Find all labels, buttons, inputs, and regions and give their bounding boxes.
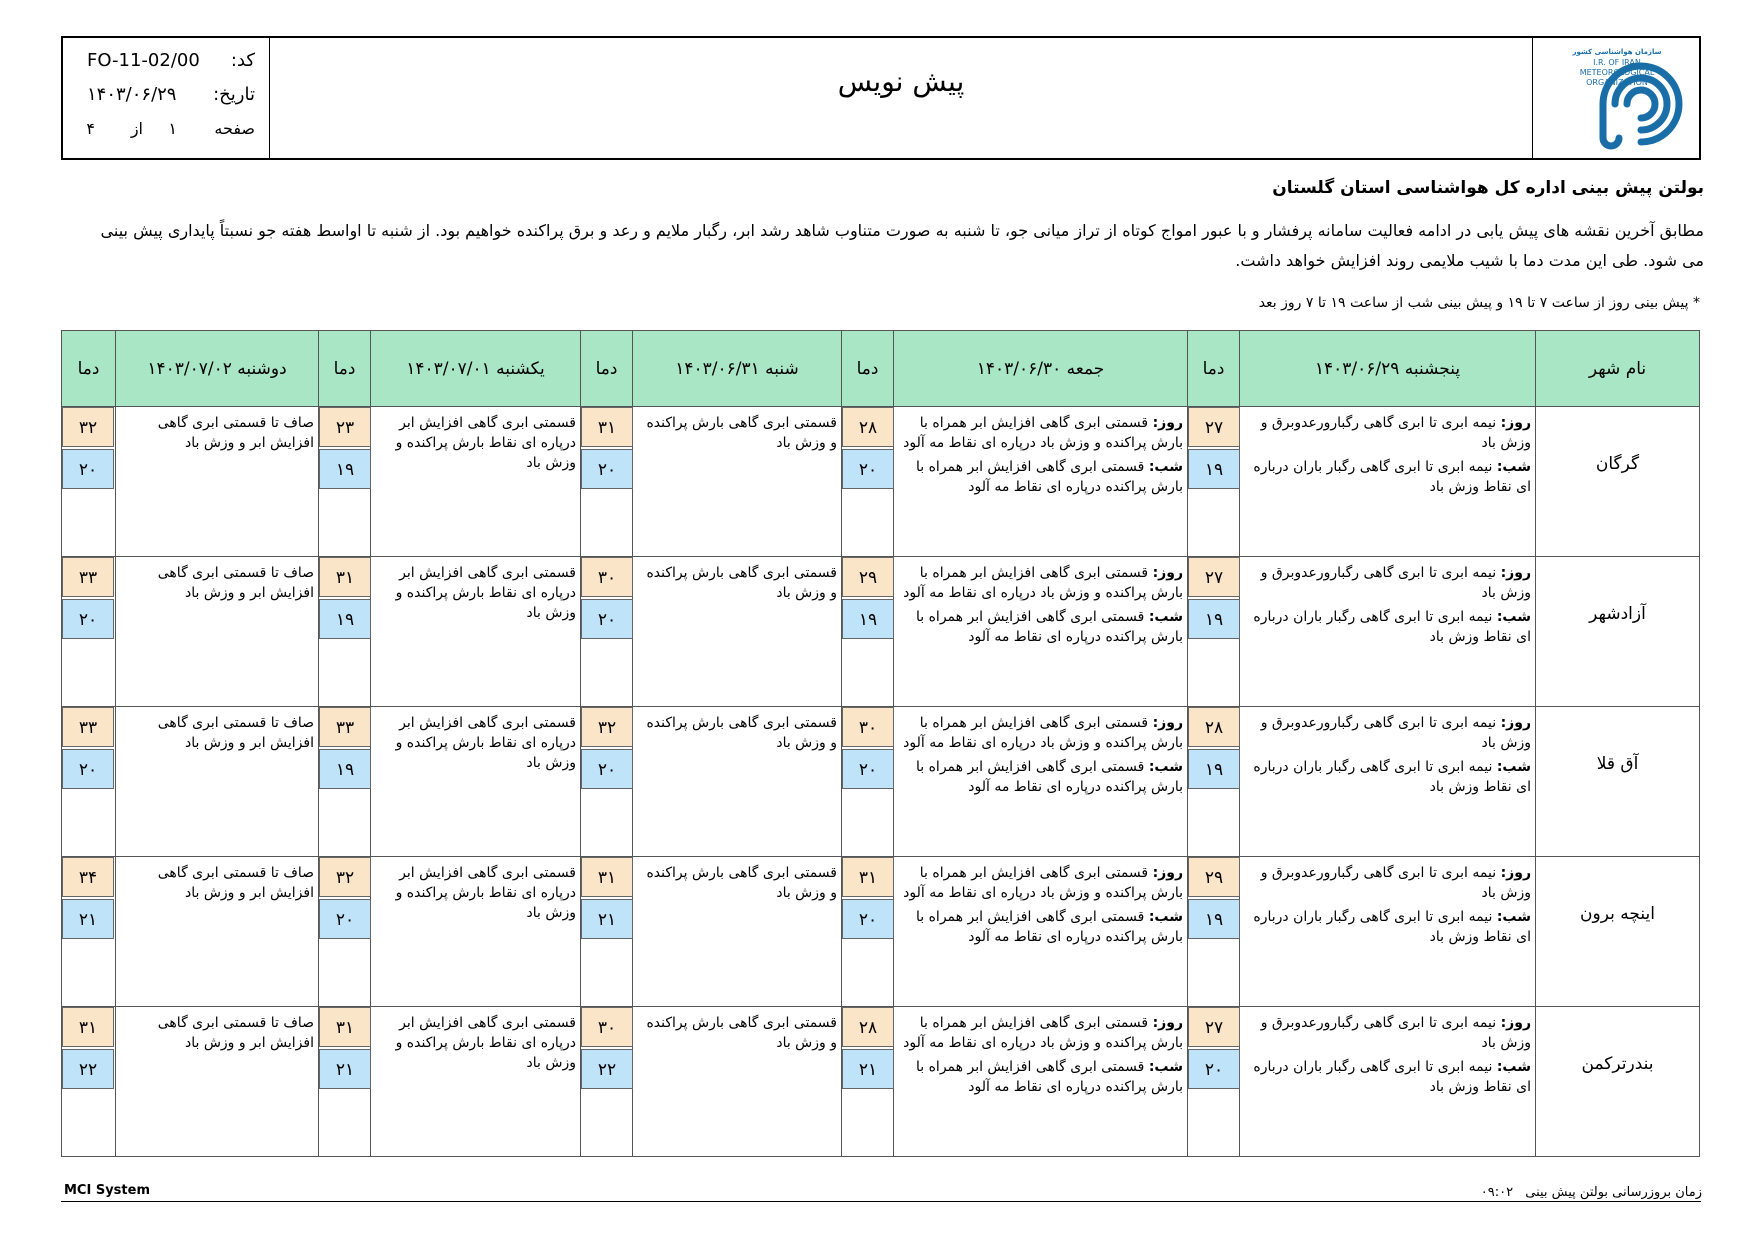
max-temp: ۳۳	[319, 707, 371, 747]
city-cell	[1536, 857, 1700, 1007]
day-forecast-text: نیمه ابری تا ابری گاهی رگبارورعدوبرق و وزش باد	[1260, 865, 1531, 901]
forecast-text: قسمتی ابری گاهی بارش پراکنده و وزش باد	[646, 865, 837, 901]
forecast-cell	[1240, 1007, 1536, 1157]
min-temp: ۲۰	[581, 599, 633, 639]
min-temp: ۲۰	[581, 749, 633, 789]
logo-text-line3: ORGANIZATION	[1586, 78, 1648, 87]
footer-divider	[61, 1201, 1701, 1202]
max-temp: ۲۹	[1188, 857, 1240, 897]
day-column-header: یکشنبه ۱۴۰۳/۰۷/۰۱	[371, 331, 581, 407]
forecast-cell	[894, 857, 1188, 1007]
night-forecast-text: نیمه ابری تا ابری گاهی رگبار باران درباره ای نقاط وزش باد	[1253, 609, 1531, 645]
page-of: از	[130, 119, 143, 138]
day-forecast-text: قسمتی ابری گاهی افزایش ابر همراه با بارش پراکنده و وزش باد درپاره ای نقاط مه آلود	[903, 1015, 1183, 1051]
document-header	[61, 36, 1701, 160]
temp-cell	[842, 407, 894, 557]
bulletin-text: مطابق آخرین نقشه های پیش یابی در ادامه فعالیت سامانه پرفشار و با عبور امواج کوتاه از تراز میانی جو، تا شنبه به صورت متناوب شاهد رشد ابر، رگبار ملایم و رعد و برق پراکنده خواهیم بود. از شنبه تا اواسط هفته جو نسبتاً پایداری پیش بینی می شود. طی این مدت دما با شیب ملایمی روند افزایش خواهد داشت.	[100, 221, 1704, 270]
temp-cell	[842, 857, 894, 1007]
night-forecast	[898, 757, 1183, 797]
max-temp: ۲۸	[1188, 707, 1240, 747]
day-label: روز:	[1500, 565, 1531, 581]
max-temp: ۳۱	[581, 407, 633, 447]
day-label: روز:	[1152, 715, 1183, 731]
max-temp: ۳۱	[319, 557, 371, 597]
temp-cell	[581, 857, 633, 1007]
temp-cell	[581, 1007, 633, 1157]
night-label: شب:	[1496, 759, 1531, 775]
table-row	[62, 557, 1700, 707]
temp-cell	[842, 557, 894, 707]
forecast-cell	[894, 557, 1188, 707]
bulletin-title: بولتن پیش بینی اداره کل هواشناسی استان گلستان	[1272, 178, 1704, 198]
update-time-row	[1481, 1185, 1702, 1200]
night-forecast-text: قسمتی ابری گاهی افزایش ابر همراه با بارش پراکنده درپاره ای نقاط مه آلود	[915, 1059, 1183, 1095]
night-label: شب:	[1148, 1059, 1183, 1075]
temp-cell	[319, 707, 371, 857]
min-temp: ۱۹	[319, 449, 371, 489]
night-forecast-text: قسمتی ابری گاهی افزایش ابر همراه با بارش پراکنده درپاره ای نقاط مه آلود	[915, 459, 1183, 495]
max-temp: ۲۷	[1188, 1007, 1240, 1047]
day-forecast	[898, 1013, 1183, 1053]
day-label: روز:	[1500, 715, 1531, 731]
temp-cell	[319, 407, 371, 557]
code-row	[77, 46, 255, 76]
day-forecast-text: قسمتی ابری گاهی افزایش ابر همراه با بارش پراکنده و وزش باد درپاره ای نقاط مه آلود	[903, 715, 1183, 751]
min-temp: ۱۹	[1188, 749, 1240, 789]
forecast-text: قسمتی ابری گاهی افزایش ابر درپاره ای نقاط بارش پراکنده و وزش باد	[395, 715, 576, 771]
min-temp: ۲۰	[1188, 1049, 1240, 1089]
forecast-cell	[1240, 557, 1536, 707]
page-row	[77, 114, 255, 144]
day-label: روز:	[1152, 565, 1183, 581]
forecast-text: صاف تا قسمتی ابری گاهی افزایش ابر و وزش باد	[157, 415, 314, 451]
forecast-text: قسمتی ابری گاهی بارش پراکنده و وزش باد	[646, 1015, 837, 1051]
forecast-text: صاف تا قسمتی ابری گاهی افزایش ابر و وزش باد	[157, 715, 314, 751]
day-label: روز:	[1152, 1015, 1183, 1031]
forecast-text: قسمتی ابری گاهی افزایش ابر درپاره ای نقاط بارش پراکنده و وزش باد	[395, 415, 576, 471]
night-label: شب:	[1496, 459, 1531, 475]
temp-column-header: دما	[62, 331, 116, 407]
max-temp: ۳۲	[319, 857, 371, 897]
forecast-cell	[894, 1007, 1188, 1157]
day-forecast	[1244, 1013, 1531, 1053]
night-label: شب:	[1496, 609, 1531, 625]
min-temp: ۱۹	[1188, 449, 1240, 489]
table-header-row	[62, 331, 1700, 407]
logo-icon	[1533, 38, 1699, 158]
forecast-cell	[1240, 707, 1536, 857]
min-temp: ۲۰	[62, 749, 114, 789]
day-forecast-text: قسمتی ابری گاهی افزایش ابر همراه با بارش پراکنده و وزش باد درپاره ای نقاط مه آلود	[903, 565, 1183, 601]
code-label: کد:	[230, 50, 255, 71]
forecast-text: قسمتی ابری گاهی افزایش ابر درپاره ای نقاط بارش پراکنده و وزش باد	[395, 865, 576, 921]
date-label: تاریخ:	[213, 84, 255, 105]
max-temp: ۲۷	[1188, 557, 1240, 597]
forecast-cell	[116, 407, 319, 557]
forecast-cell	[633, 857, 842, 1007]
day-forecast	[898, 713, 1183, 753]
night-forecast-text: نیمه ابری تا ابری گاهی رگبار باران درباره ای نقاط وزش باد	[1253, 759, 1531, 795]
forecast-cell	[116, 1007, 319, 1157]
min-temp: ۱۹	[1188, 599, 1240, 639]
forecast-cell	[1240, 857, 1536, 1007]
temp-column-header: دما	[319, 331, 371, 407]
day-forecast	[898, 413, 1183, 453]
max-temp: ۳۲	[62, 407, 114, 447]
temp-cell	[62, 557, 116, 707]
day-column-header: پنجشنبه ۱۴۰۳/۰۶/۲۹	[1240, 331, 1536, 407]
forecast-cell	[633, 707, 842, 857]
forecast-cell	[371, 557, 581, 707]
meteorological-organization-logo	[1533, 38, 1699, 158]
temp-cell	[62, 857, 116, 1007]
day-forecast	[898, 563, 1183, 603]
forecast-table	[61, 330, 1700, 1157]
max-temp: ۲۳	[319, 407, 371, 447]
night-forecast-text: نیمه ابری تا ابری گاهی رگبار باران درباره ای نقاط وزش باد	[1253, 909, 1531, 945]
forecast-cell	[633, 407, 842, 557]
night-label: شب:	[1148, 909, 1183, 925]
city-column-header: نام شهر	[1536, 331, 1700, 407]
min-temp: ۲۰	[842, 749, 894, 789]
temp-cell	[62, 1007, 116, 1157]
day-label: روز:	[1500, 1015, 1531, 1031]
min-temp: ۱۹	[1188, 899, 1240, 939]
night-label: شب:	[1496, 1059, 1531, 1075]
day-forecast-text: نیمه ابری تا ابری گاهی رگبارورعدوبرق و وزش باد	[1260, 1015, 1531, 1051]
forecast-text: قسمتی ابری گاهی بارش پراکنده و وزش باد	[646, 565, 837, 601]
temp-cell	[319, 557, 371, 707]
night-forecast-text: قسمتی ابری گاهی افزایش ابر همراه با بارش پراکنده درپاره ای نقاط مه آلود	[915, 759, 1183, 795]
day-forecast-text: نیمه ابری تا ابری گاهی رگبارورعدوبرق و وزش باد	[1260, 415, 1531, 451]
forecast-text: قسمتی ابری گاهی بارش پراکنده و وزش باد	[646, 715, 837, 751]
city-name: آزادشهر	[1589, 603, 1646, 624]
logo-text-line1: I.R. OF IRAN	[1593, 58, 1641, 67]
min-temp: ۱۹	[319, 599, 371, 639]
day-forecast-text: نیمه ابری تا ابری گاهی رگبارورعدوبرق و وزش باد	[1260, 715, 1531, 751]
min-temp: ۲۲	[62, 1049, 114, 1089]
max-temp: ۲۸	[842, 1007, 894, 1047]
city-name: آق قلا	[1596, 753, 1639, 774]
max-temp: ۲۷	[1188, 407, 1240, 447]
min-temp: ۱۹	[842, 599, 894, 639]
temp-cell	[581, 707, 633, 857]
min-temp: ۲۲	[581, 1049, 633, 1089]
min-temp: ۲۱	[319, 1049, 371, 1089]
day-column-header: شنبه ۱۴۰۳/۰۶/۳۱	[633, 331, 842, 407]
max-temp: ۳۴	[62, 857, 114, 897]
forecast-cell	[371, 407, 581, 557]
min-temp: ۲۱	[842, 1049, 894, 1089]
night-forecast	[1244, 907, 1531, 947]
page-label: صفحه	[214, 119, 255, 138]
min-temp: ۲۰	[319, 899, 371, 939]
day-forecast	[898, 863, 1183, 903]
temp-cell	[1188, 857, 1240, 1007]
temp-cell	[581, 557, 633, 707]
night-label: شب:	[1148, 459, 1183, 475]
night-forecast-text: قسمتی ابری گاهی افزایش ابر همراه با بارش پراکنده درپاره ای نقاط مه آلود	[915, 609, 1183, 645]
temp-cell	[319, 857, 371, 1007]
forecast-cell	[116, 557, 319, 707]
forecast-hours-note: * پیش بینی روز از ساعت ۷ تا ۱۹ و پیش بینی شب از ساعت ۱۹ تا ۷ روز بعد	[1258, 295, 1700, 311]
day-forecast-text: نیمه ابری تا ابری گاهی رگبارورعدوبرق و وزش باد	[1260, 565, 1531, 601]
min-temp: ۲۰	[62, 599, 114, 639]
forecast-text: قسمتی ابری گاهی افزایش ابر درپاره ای نقاط بارش پراکنده و وزش باد	[395, 565, 576, 621]
max-temp: ۳۱	[319, 1007, 371, 1047]
day-forecast	[1244, 863, 1531, 903]
night-forecast	[1244, 607, 1531, 647]
temp-cell	[1188, 407, 1240, 557]
max-temp: ۳۰	[842, 707, 894, 747]
city-cell	[1536, 707, 1700, 857]
day-label: روز:	[1500, 415, 1531, 431]
temp-cell	[62, 407, 116, 557]
day-label: روز:	[1152, 865, 1183, 881]
logo-text-line2: METEOROLOGICAL	[1579, 68, 1655, 77]
min-temp: ۲۱	[581, 899, 633, 939]
forecast-cell	[371, 707, 581, 857]
date-value: ۱۴۰۳/۰۶/۲۹	[87, 84, 177, 105]
page-total: ۴	[86, 119, 95, 138]
logo-text-fa: سازمان هواشناسی کشور	[1572, 48, 1662, 56]
temp-column-header: دما	[1188, 331, 1240, 407]
temp-cell	[62, 707, 116, 857]
max-temp: ۳۱	[62, 1007, 114, 1047]
night-forecast	[1244, 1057, 1531, 1097]
city-cell	[1536, 407, 1700, 557]
night-label: شب:	[1496, 909, 1531, 925]
city-name: اینچه برون	[1580, 903, 1655, 924]
day-column-header: دوشنبه ۱۴۰۳/۰۷/۰۲	[116, 331, 319, 407]
city-name: گرگان	[1595, 453, 1640, 474]
temp-cell	[1188, 557, 1240, 707]
update-time-value: ۰۹:۰۲	[1480, 1185, 1514, 1200]
max-temp: ۳۳	[62, 557, 114, 597]
night-forecast	[898, 1057, 1183, 1097]
page-number: ۱	[168, 119, 177, 138]
temp-cell	[1188, 1007, 1240, 1157]
max-temp: ۳۲	[581, 707, 633, 747]
forecast-cell	[371, 1007, 581, 1157]
min-temp: ۲۰	[62, 449, 114, 489]
min-temp: ۲۰	[581, 449, 633, 489]
date-row	[77, 80, 255, 110]
forecast-text: قسمتی ابری گاهی بارش پراکنده و وزش باد	[646, 415, 837, 451]
day-forecast	[1244, 413, 1531, 453]
forecast-cell	[894, 707, 1188, 857]
day-label: روز:	[1500, 865, 1531, 881]
day-forecast	[1244, 713, 1531, 753]
city-cell	[1536, 1007, 1700, 1157]
forecast-text: صاف تا قسمتی ابری گاهی افزایش ابر و وزش باد	[157, 565, 314, 601]
forecast-cell	[116, 857, 319, 1007]
max-temp: ۳۱	[581, 857, 633, 897]
min-temp: ۲۰	[842, 899, 894, 939]
forecast-text: قسمتی ابری گاهی افزایش ابر درپاره ای نقاط بارش پراکنده و وزش باد	[395, 1015, 576, 1071]
forecast-cell	[371, 857, 581, 1007]
max-temp: ۳۰	[581, 1007, 633, 1047]
city-cell	[1536, 557, 1700, 707]
night-forecast	[898, 907, 1183, 947]
temp-cell	[842, 707, 894, 857]
night-label: شب:	[1148, 609, 1183, 625]
table-row	[62, 1007, 1700, 1157]
temp-cell	[1188, 707, 1240, 857]
max-temp: ۳۳	[62, 707, 114, 747]
forecast-cell	[633, 557, 842, 707]
temp-column-header: دما	[842, 331, 894, 407]
max-temp: ۲۹	[842, 557, 894, 597]
max-temp: ۳۰	[581, 557, 633, 597]
forecast-text: صاف تا قسمتی ابری گاهی افزایش ابر و وزش باد	[157, 865, 314, 901]
code-value: FO-11-02/00	[87, 50, 200, 71]
night-forecast	[898, 607, 1183, 647]
day-forecast-text: قسمتی ابری گاهی افزایش ابر همراه با بارش پراکنده و وزش باد درپاره ای نقاط مه آلود	[903, 865, 1183, 901]
forecast-cell	[1240, 407, 1536, 557]
min-temp: ۲۰	[842, 449, 894, 489]
temp-cell	[842, 1007, 894, 1157]
max-temp: ۲۸	[842, 407, 894, 447]
table-row	[62, 707, 1700, 857]
system-name: MCI System	[64, 1183, 150, 1198]
temp-cell	[319, 1007, 371, 1157]
forecast-cell	[894, 407, 1188, 557]
forecast-cell	[633, 1007, 842, 1157]
max-temp: ۳۱	[842, 857, 894, 897]
night-forecast-text: نیمه ابری تا ابری گاهی رگبار باران درباره ای نقاط وزش باد	[1253, 459, 1531, 495]
night-forecast	[898, 457, 1183, 497]
min-temp: ۱۹	[319, 749, 371, 789]
min-temp: ۲۱	[62, 899, 114, 939]
day-forecast-text: قسمتی ابری گاهی افزایش ابر همراه با بارش پراکنده و وزش باد درپاره ای نقاط مه آلود	[903, 415, 1183, 451]
day-forecast	[1244, 563, 1531, 603]
night-forecast-text: قسمتی ابری گاهی افزایش ابر همراه با بارش پراکنده درپاره ای نقاط مه آلود	[915, 909, 1183, 945]
page-title: پیش نویس	[837, 65, 965, 98]
city-name: بندرترکمن	[1581, 1053, 1654, 1074]
day-label: روز:	[1152, 415, 1183, 431]
temp-cell	[581, 407, 633, 557]
night-forecast	[1244, 457, 1531, 497]
update-time-label: زمان بروزرسانی بولتن پیش بینی	[1525, 1185, 1702, 1200]
day-column-header: جمعه ۱۴۰۳/۰۶/۳۰	[894, 331, 1188, 407]
document-meta	[63, 38, 269, 158]
forecast-cell	[116, 707, 319, 857]
table-row	[62, 857, 1700, 1007]
night-forecast-text: نیمه ابری تا ابری گاهی رگبار باران درباره ای نقاط وزش باد	[1253, 1059, 1531, 1095]
table-row	[62, 407, 1700, 557]
night-forecast	[1244, 757, 1531, 797]
forecast-text: صاف تا قسمتی ابری گاهی افزایش ابر و وزش باد	[157, 1015, 314, 1051]
temp-column-header: دما	[581, 331, 633, 407]
night-label: شب:	[1148, 759, 1183, 775]
